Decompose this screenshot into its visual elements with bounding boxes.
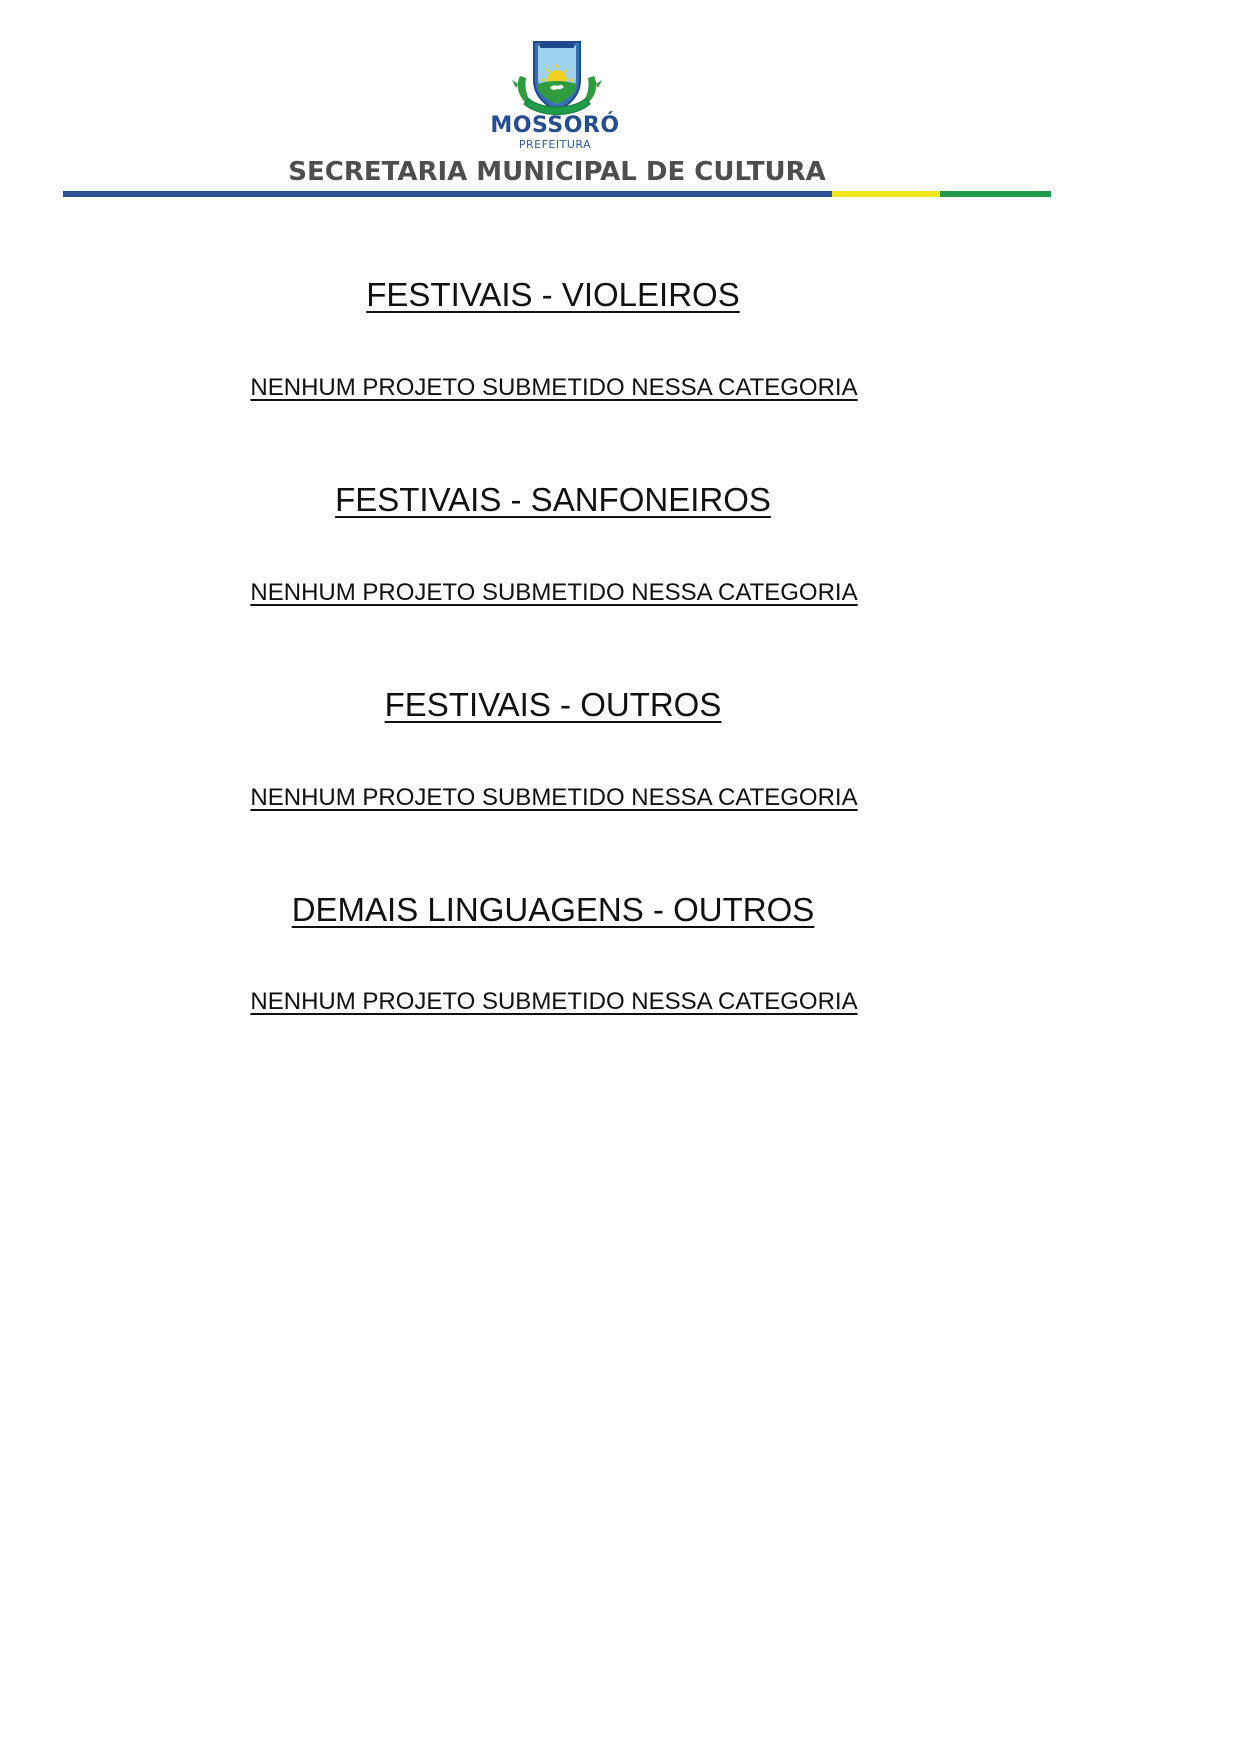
header-stripe-green (940, 191, 1051, 197)
header-stripe-yellow (832, 191, 940, 197)
section-note: NENHUM PROJETO SUBMETIDO NESSA CATEGORIA (250, 374, 858, 401)
section-note: NENHUM PROJETO SUBMETIDO NESSA CATEGORIA (250, 579, 858, 606)
section-title: FESTIVAIS - VIOLEIROS (366, 276, 740, 313)
header-stripe-blue (63, 191, 832, 197)
section-title: FESTIVAIS - OUTROS (384, 686, 722, 723)
section-note: NENHUM PROJETO SUBMETIDO NESSA CATEGORIA (250, 988, 858, 1015)
section-title: DEMAIS LINGUAGENS - OUTROS (291, 891, 815, 928)
letterhead (0, 0, 1104, 205)
section-title: FESTIVAIS - SANFONEIROS (335, 481, 771, 518)
department-name: SECRETARIA MUNICIPAL DE CULTURA (288, 157, 826, 187)
section-note: NENHUM PROJETO SUBMETIDO NESSA CATEGORIA (250, 784, 858, 811)
brand-subtitle: PREFEITURA (518, 138, 592, 151)
brand-name: MOSSORÓ (490, 113, 620, 138)
municipal-coat-of-arms-icon (510, 36, 604, 116)
